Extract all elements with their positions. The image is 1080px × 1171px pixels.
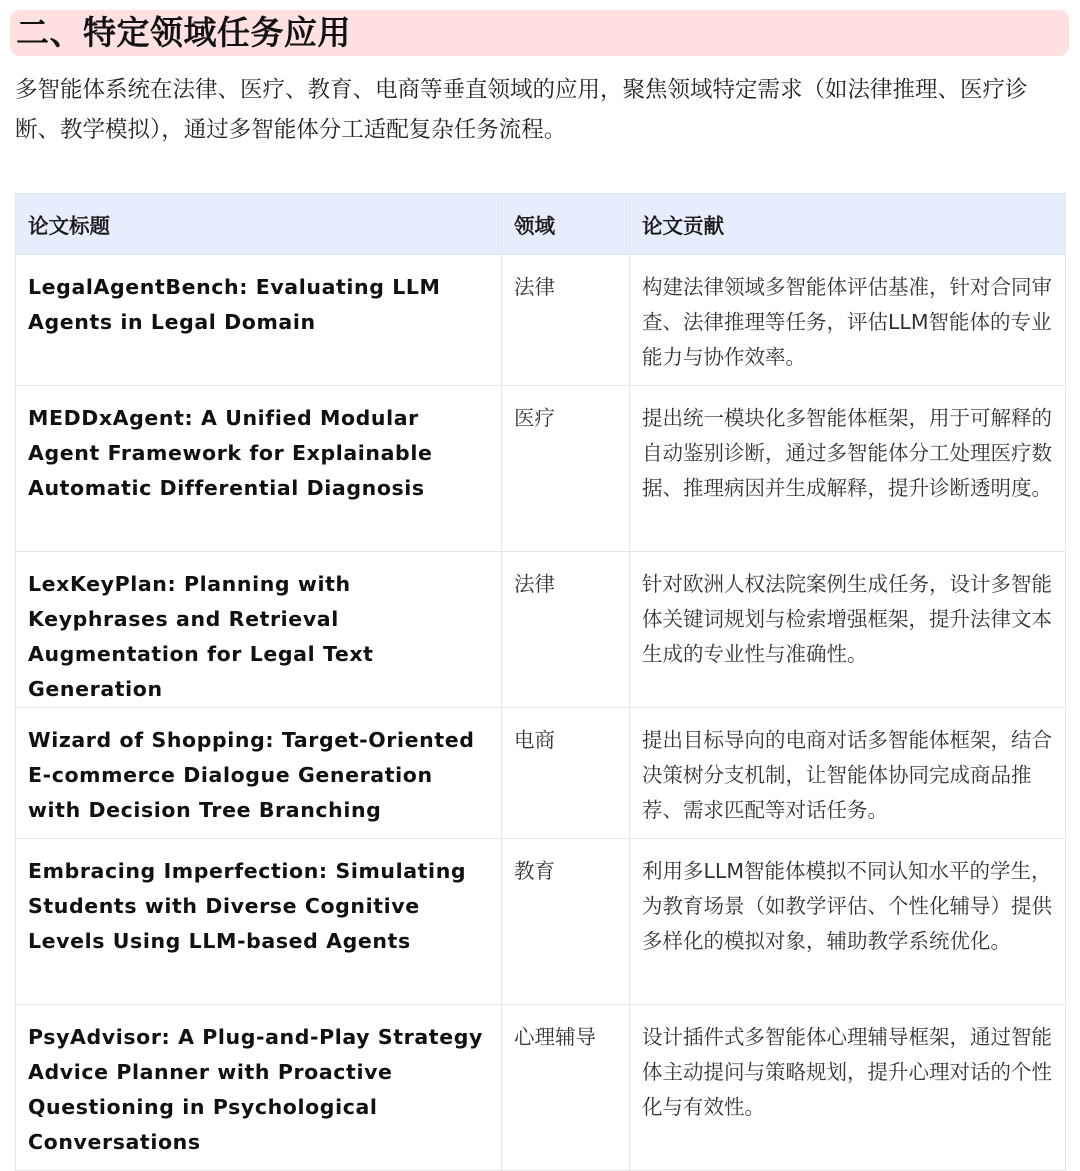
table-row — [16, 708, 1066, 839]
table-row — [16, 386, 1066, 552]
section-heading-bar — [10, 10, 1069, 56]
header-contribution: 论文贡献 — [630, 194, 1066, 255]
paper-domain: 电商 — [502, 708, 630, 839]
paper-title: PsyAdvisor: A Plug-and-Play Strategy Advice Planner with Proactive Questioning in Psychological Conversations — [16, 1005, 502, 1171]
paper-contribution: 设计插件式多智能体心理辅导框架，通过智能体主动提问与策略规划，提升心理对话的个性化与有效性。 — [630, 1005, 1066, 1171]
table-row — [16, 255, 1066, 386]
paper-title: LexKeyPlan: Planning with Keyphrases and Retrieval Augmentation for Legal Text Generation — [16, 552, 502, 708]
paper-domain: 心理辅导 — [502, 1005, 630, 1171]
section-title: 二、特定领域任务应用 — [16, 13, 351, 52]
paper-contribution: 构建法律领域多智能体评估基准，针对合同审查、法律推理等任务，评估LLM智能体的专业能力与协作效率。 — [630, 255, 1066, 386]
papers-table — [15, 193, 1066, 1171]
paper-contribution: 利用多LLM智能体模拟不同认知水平的学生，为教育场景（如教学评估、个性化辅导）提供多样化的模拟对象，辅助教学系统优化。 — [630, 839, 1066, 1005]
paper-title: LegalAgentBench: Evaluating LLM Agents in Legal Domain — [16, 255, 502, 386]
table-row — [16, 839, 1066, 1005]
table-row — [16, 552, 1066, 708]
paper-contribution: 提出统一模块化多智能体框架，用于可解释的自动鉴别诊断，通过多智能体分工处理医疗数据、推理病因并生成解释，提升诊断透明度。 — [630, 386, 1066, 552]
paper-domain: 法律 — [502, 552, 630, 708]
paper-title: Embracing Imperfection: Simulating Students with Diverse Cognitive Levels Using LLM-based Agents — [16, 839, 502, 1005]
header-paper-title: 论文标题 — [16, 194, 502, 255]
paper-domain: 医疗 — [502, 386, 630, 552]
paper-domain: 法律 — [502, 255, 630, 386]
table-header-row — [16, 194, 1066, 255]
paper-domain: 教育 — [502, 839, 630, 1005]
table-row — [16, 1005, 1066, 1171]
paper-title: MEDDxAgent: A Unified Modular Agent Framework for Explainable Automatic Differential Diagnosis — [16, 386, 502, 552]
paper-contribution: 提出目标导向的电商对话多智能体框架，结合决策树分支机制，让智能体协同完成商品推荐、需求匹配等对话任务。 — [630, 708, 1066, 839]
header-domain: 领域 — [502, 194, 630, 255]
intro-paragraph: 多智能体系统在法律、医疗、教育、电商等垂直领域的应用，聚焦领域特定需求（如法律推理、医疗诊断、教学模拟），通过多智能体分工适配复杂任务流程。 — [15, 77, 1028, 143]
paper-title: Wizard of Shopping: Target-Oriented E-commerce Dialogue Generation with Decision Tree Branching — [16, 708, 502, 839]
papers-table-container — [15, 193, 1065, 1154]
paper-contribution: 针对欧洲人权法院案例生成任务，设计多智能体关键词规划与检索增强框架，提升法律文本生成的专业性与准确性。 — [630, 552, 1066, 708]
